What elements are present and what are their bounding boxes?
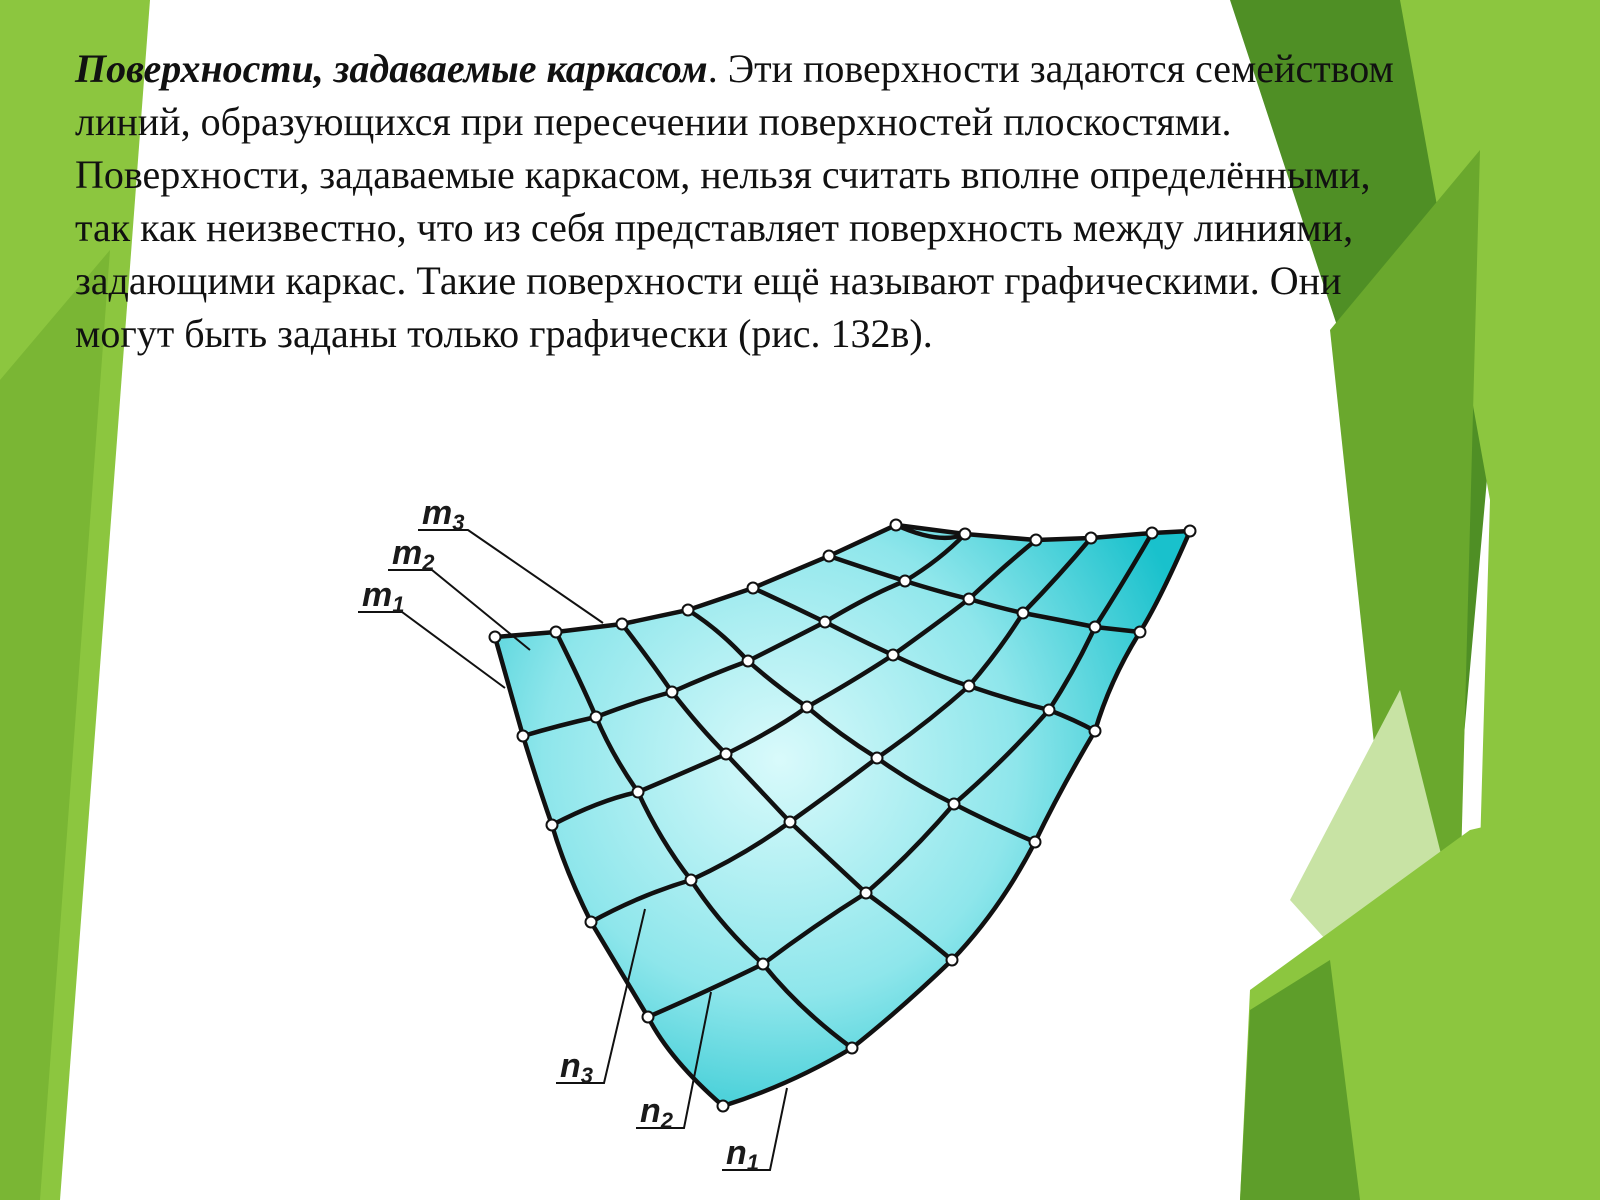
- grid-node: [900, 576, 911, 587]
- grid-node: [949, 799, 960, 810]
- grid-node: [748, 583, 759, 594]
- grid-node: [824, 551, 835, 562]
- grid-node: [743, 656, 754, 667]
- grid-node: [964, 594, 975, 605]
- grid-node: [667, 687, 678, 698]
- leader-m1: [358, 612, 505, 688]
- label-n3: n3: [560, 1047, 594, 1088]
- label-m1: m1: [362, 576, 405, 617]
- grid-node: [586, 917, 597, 928]
- slide-body-text: Эти поверхности задаются семейством линий, образующихся при пересечении поверхностей плоскостями. Поверхности, задаваемые каркасом, нельзя считать вполне определёнными, так как неизвестно, что из себя представляет поверхность между линиями, задающими каркас. Такие поверхности ещё называют графическими. Они могут быть заданы только графически (рис. 132в).: [75, 46, 1394, 356]
- grid-node: [891, 520, 902, 531]
- grid-node: [686, 875, 697, 886]
- grid-node: [960, 529, 971, 540]
- grid-node: [518, 731, 529, 742]
- grid-node: [1086, 533, 1097, 544]
- grid-node: [721, 749, 732, 760]
- grid-node: [633, 787, 644, 798]
- grid-node: [861, 888, 872, 899]
- grid-node: [947, 955, 958, 966]
- grid-node: [802, 702, 813, 713]
- grid-node: [872, 753, 883, 764]
- grid-node: [1185, 526, 1196, 537]
- grid-node: [718, 1101, 729, 1112]
- grid-node: [1018, 608, 1029, 619]
- grid-node: [490, 632, 501, 643]
- label-n2: n2: [640, 1092, 674, 1133]
- label-m3: m3: [422, 494, 465, 535]
- grid-node: [1030, 837, 1041, 848]
- label-n1: n1: [726, 1134, 760, 1175]
- grid-node: [758, 959, 769, 970]
- leader-m3: [418, 530, 603, 623]
- grid-node: [785, 817, 796, 828]
- grid-node: [1147, 528, 1158, 539]
- label-m2: m2: [392, 534, 435, 575]
- grid-node: [643, 1012, 654, 1023]
- grid-node: [591, 712, 602, 723]
- grid-node: [547, 820, 558, 831]
- slide-lead-term: Поверхности, задаваемые каркасом: [75, 46, 708, 91]
- grid-node: [1135, 627, 1146, 638]
- grid-node: [1090, 622, 1101, 633]
- grid-node: [888, 650, 899, 661]
- grid-node: [820, 617, 831, 628]
- slide-lead-punct: .: [707, 46, 718, 91]
- grid-node: [617, 619, 628, 630]
- grid-node: [1090, 726, 1101, 737]
- grid-node: [551, 627, 562, 638]
- grid-node: [847, 1043, 858, 1054]
- grid-node: [683, 605, 694, 616]
- grid-node: [1031, 535, 1042, 546]
- grid-node: [964, 681, 975, 692]
- grid-node: [1044, 705, 1055, 716]
